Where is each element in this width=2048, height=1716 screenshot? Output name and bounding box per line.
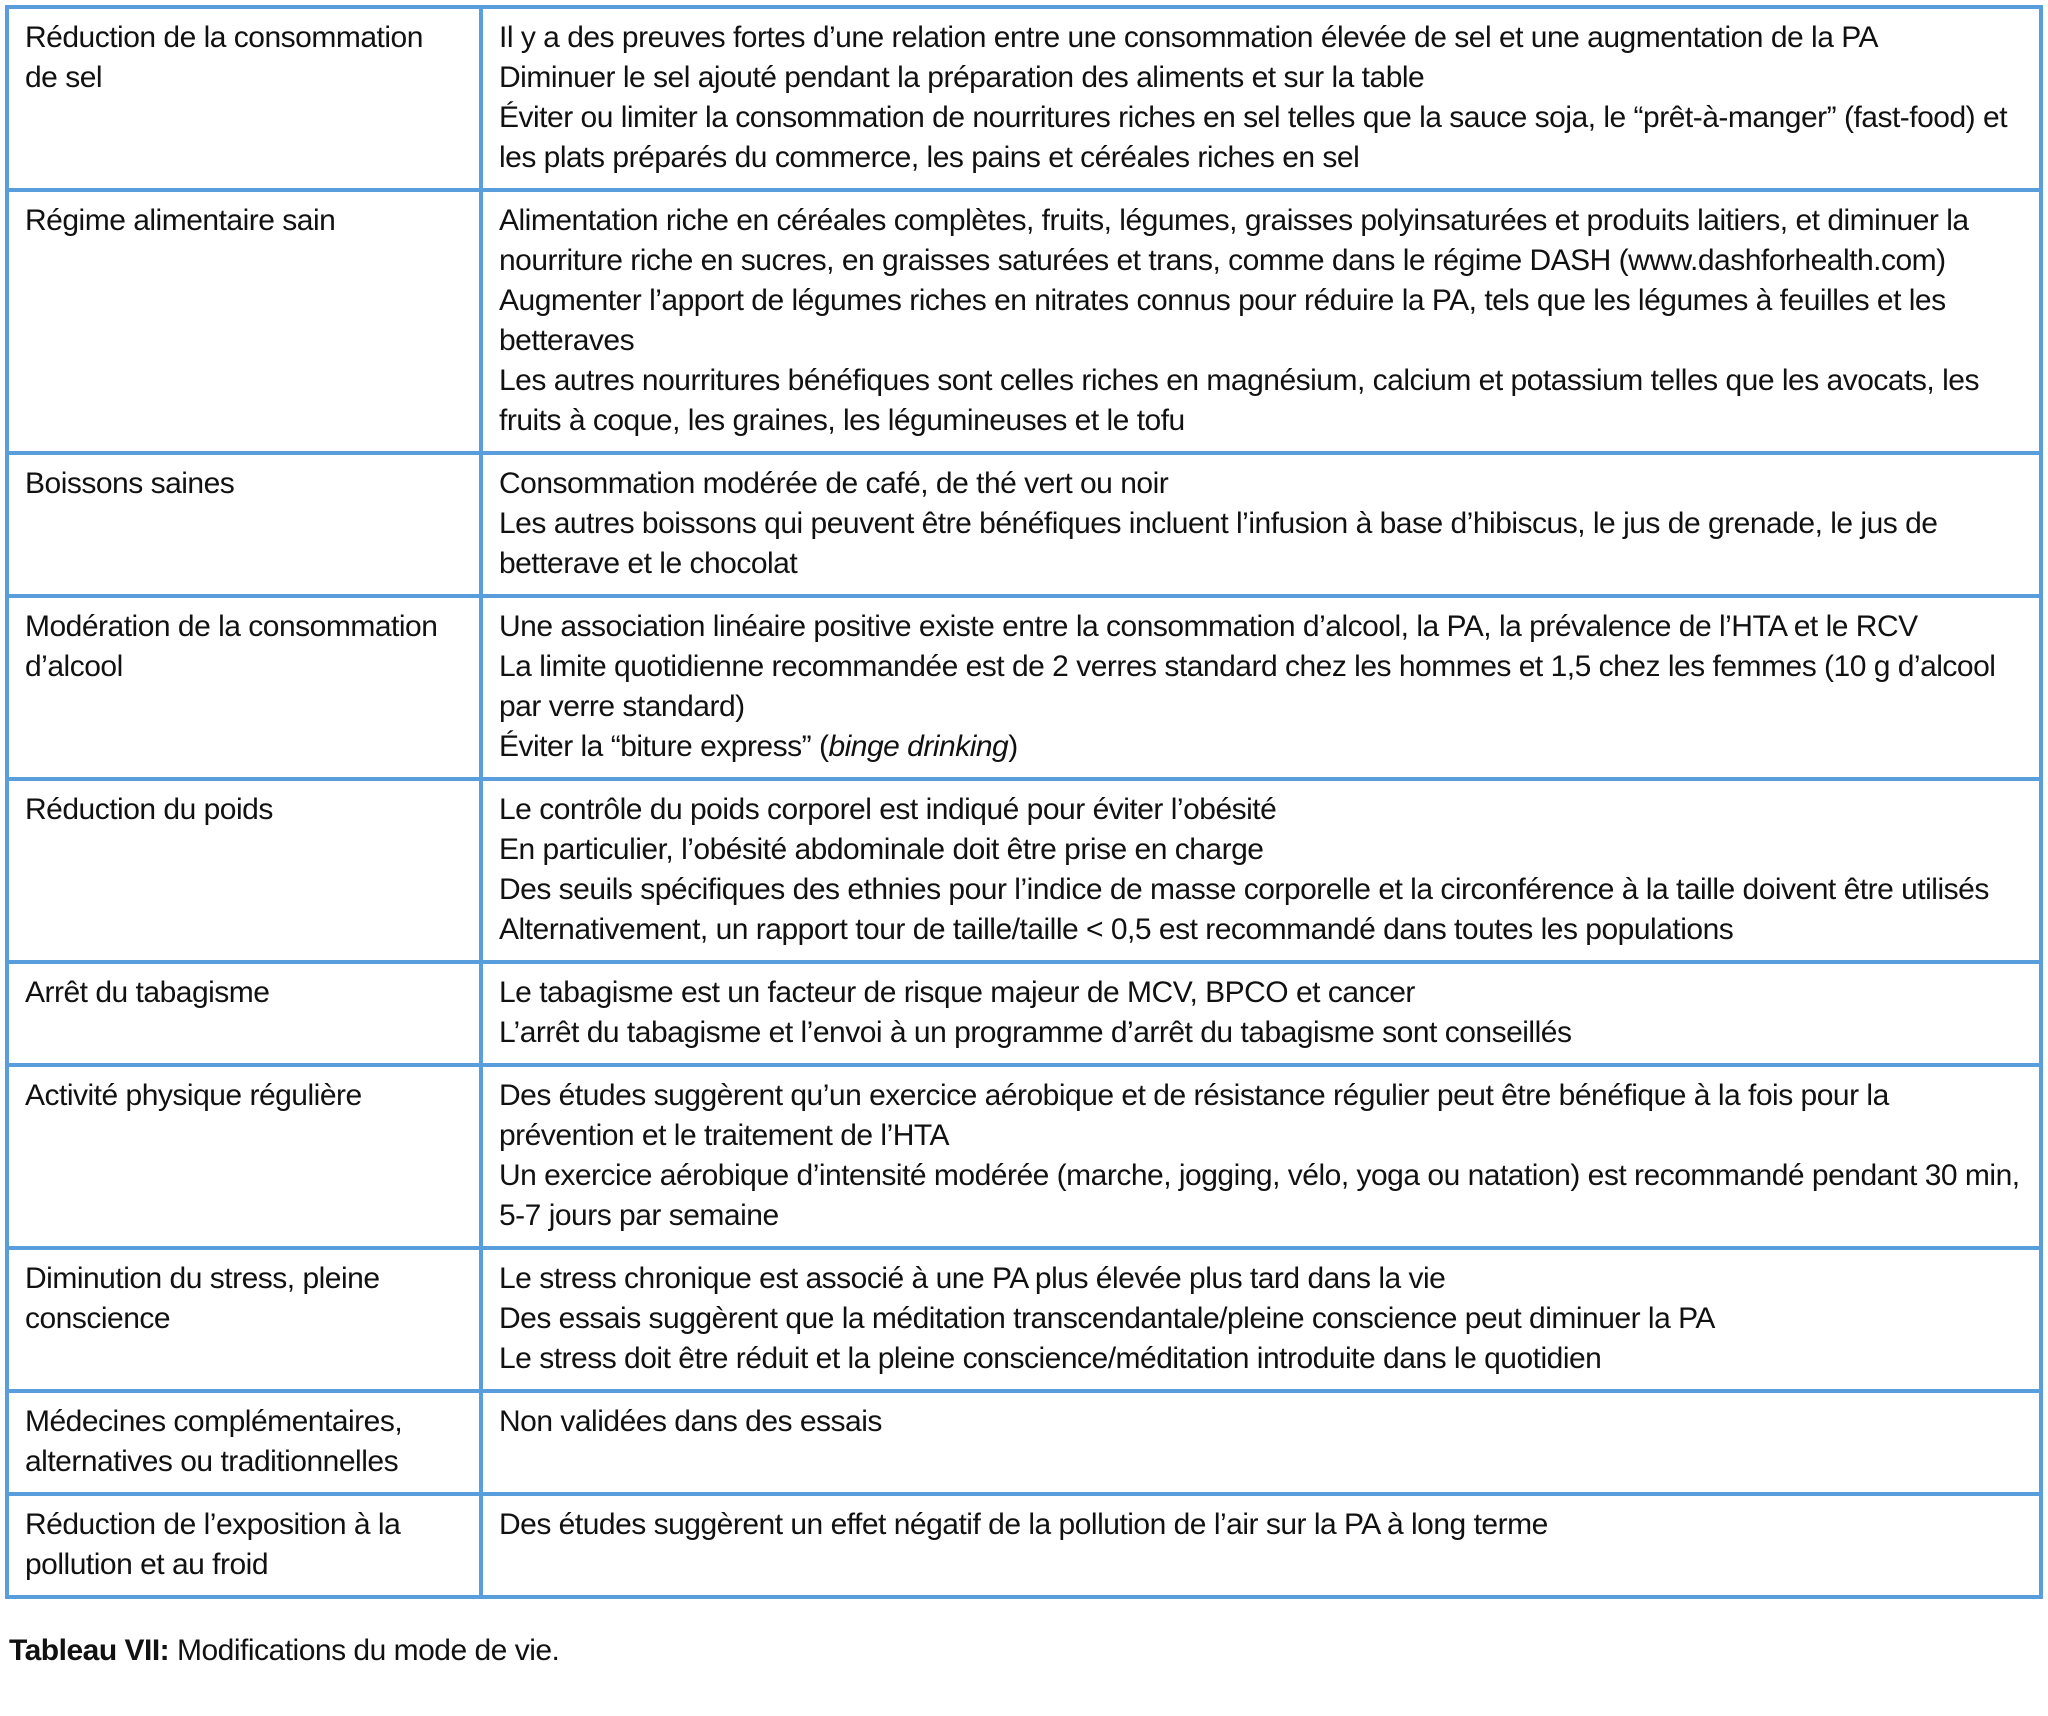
category-cell: Boissons saines [9, 455, 483, 594]
category-cell: Arrêt du tabagisme [9, 964, 483, 1063]
table-row [9, 192, 2039, 455]
category-cell: Réduction de la consommation de sel [9, 9, 483, 188]
details-cell [483, 192, 2039, 451]
details-cell [483, 1067, 2039, 1246]
table-row [9, 1496, 2039, 1595]
table-row [9, 455, 2039, 598]
detail-line: Éviter la “biture express” (binge drinking) [499, 730, 1018, 763]
table-row [9, 598, 2039, 781]
detail-line: Une association linéaire positive existe entre la consommation d’alcool, la PA, la prévalence de l’HTA et le RCV [499, 610, 1918, 643]
details-cell [483, 9, 2039, 188]
detail-line: En particulier, l’obésité abdominale doit être prise en charge [499, 833, 1264, 866]
table-row [9, 9, 2039, 192]
details-cell [483, 1250, 2039, 1389]
detail-line: Les autres boissons qui peuvent être bénéfiques incluent l’infusion à base d’hibiscus, le jus de grenade, le jus de betterave et le chocolat [499, 507, 1938, 580]
category-cell: Régime alimentaire sain [9, 192, 483, 451]
detail-line: Augmenter l’apport de légumes riches en nitrates connus pour réduire la PA, tels que les légumes à feuilles et les betteraves [499, 284, 1946, 357]
detail-line: Non validées dans des essais [499, 1405, 882, 1438]
details-cell [483, 1496, 2039, 1595]
detail-line: Des études suggèrent un effet négatif de la pollution de l’air sur la PA à long terme [499, 1508, 1548, 1541]
table-caption-text: Modifications du mode de vie. [169, 1634, 560, 1667]
category-cell: Réduction du poids [9, 781, 483, 960]
detail-line: Des essais suggèrent que la méditation transcendantale/pleine conscience peut diminuer la PA [499, 1302, 1715, 1335]
table-row [9, 1393, 2039, 1496]
table-row [9, 964, 2039, 1067]
table-row [9, 781, 2039, 964]
detail-line: Des seuils spécifiques des ethnies pour l’indice de masse corporelle et la circonférence à la taille doivent être utilisés [499, 873, 1989, 906]
details-cell [483, 598, 2039, 777]
category-cell: Médecines complémentaires, alternatives ou traditionnelles [9, 1393, 483, 1492]
category-cell: Diminution du stress, pleine conscience [9, 1250, 483, 1389]
category-cell: Réduction de l’exposition à la pollution et au froid [9, 1496, 483, 1595]
detail-line: Un exercice aérobique d’intensité modérée (marche, jogging, vélo, yoga ou natation) est recommandé pendant 30 min, 5-7 jours par semaine [499, 1159, 2020, 1232]
table-caption-label: Tableau VII: [9, 1634, 170, 1667]
lifestyle-modifications-table [5, 5, 2043, 1599]
table-caption [5, 1631, 2043, 1671]
detail-line: L’arrêt du tabagisme et l’envoi à un programme d’arrêt du tabagisme sont conseillés [499, 1016, 1572, 1049]
detail-line: Il y a des preuves fortes d’une relation entre une consommation élevée de sel et une augmentation de la PA [499, 21, 1879, 54]
details-cell [483, 781, 2039, 960]
detail-line: Alimentation riche en céréales complètes, fruits, légumes, graisses polyinsaturées et produits laitiers, et diminuer la nourriture riche en sucres, en graisses saturées et trans, comme dans le régime DASH (www.dashforhealth.com) [499, 204, 1969, 277]
detail-line: Diminuer le sel ajouté pendant la préparation des aliments et sur la table [499, 61, 1425, 94]
detail-line: Le contrôle du poids corporel est indiqué pour éviter l’obésité [499, 793, 1277, 826]
category-cell: Activité physique régulière [9, 1067, 483, 1246]
detail-line: Le stress chronique est associé à une PA plus élevée plus tard dans la vie [499, 1262, 1446, 1295]
details-cell [483, 964, 2039, 1063]
table-row [9, 1250, 2039, 1393]
detail-line: Éviter ou limiter la consommation de nourritures riches en sel telles que la sauce soja, le “prêt-à-manger” (fast-food) et les plats préparés du commerce, les pains et céréales riches en sel [499, 101, 2008, 174]
detail-line: Alternativement, un rapport tour de taille/taille < 0,5 est recommandé dans toutes les populations [499, 913, 1734, 946]
detail-line: Des études suggèrent qu’un exercice aérobique et de résistance régulier peut être bénéfique à la fois pour la prévention et le traitement de l’HTA [499, 1079, 1889, 1152]
category-cell: Modération de la consommation d’alcool [9, 598, 483, 777]
table-row [9, 1067, 2039, 1250]
detail-line: Consommation modérée de café, de thé vert ou noir [499, 467, 1169, 500]
detail-line: Le stress doit être réduit et la pleine conscience/méditation introduite dans le quotidien [499, 1342, 1602, 1375]
details-cell [483, 455, 2039, 594]
detail-line: Le tabagisme est un facteur de risque majeur de MCV, BPCO et cancer [499, 976, 1415, 1009]
details-cell [483, 1393, 2039, 1492]
detail-line: Les autres nourritures bénéfiques sont celles riches en magnésium, calcium et potassium telles que les avocats, les fruits à coque, les graines, les légumineuses et le tofu [499, 364, 1979, 437]
detail-line: La limite quotidienne recommandée est de 2 verres standard chez les hommes et 1,5 chez les femmes (10 g d’alcool par verre standard) [499, 650, 1996, 723]
